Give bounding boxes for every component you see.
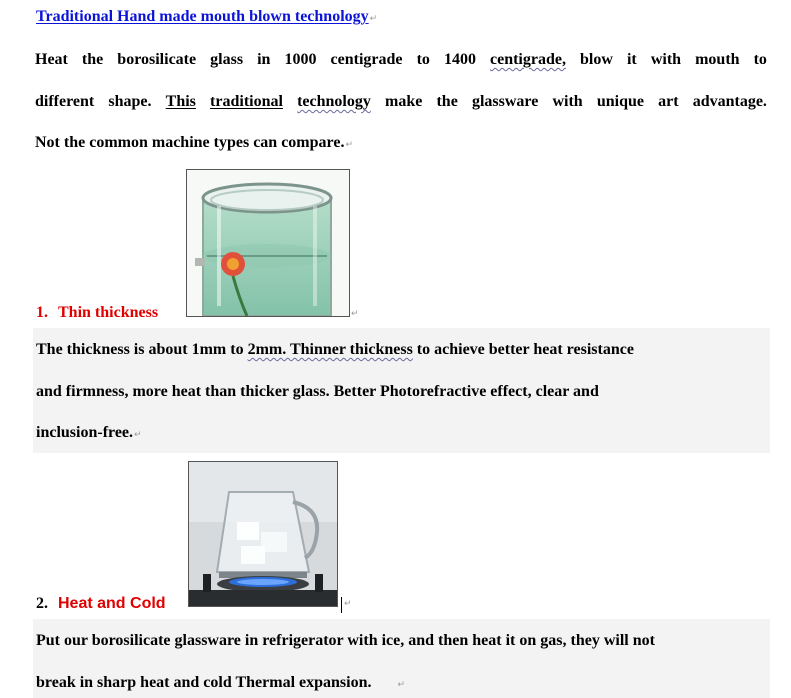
document-heading [36,8,377,26]
intro-word: Heat [35,51,68,68]
intro-line-2 [35,92,767,111]
paragraph-mark-icon: ↵ [134,430,142,440]
text-cursor [341,597,342,613]
intro-word: centigrade, [490,51,566,68]
intro-word: glassware [471,93,539,110]
item-1-body-line-1b: 2mm. Thinner thickness [247,341,413,358]
intro-word: blow [580,51,613,68]
intro-line-3 [35,133,767,155]
glass-cup-illustration [187,170,349,316]
intro-word: the [81,51,104,68]
intro-word: advantage. [692,93,767,110]
paragraph-mark-icon: ↵ [351,309,359,319]
paragraph-mark-icon: ↵ [345,140,353,150]
intro-word: glass [210,51,244,68]
intro-word: make [385,93,423,110]
intro-word: with [650,51,682,68]
item-2-body-line-1 [36,632,655,650]
glass-pot-illustration [189,462,337,606]
item-2-number: 2. [36,595,48,612]
paragraph-mark-icon: ↵ [344,599,352,609]
intro-word: in [257,51,271,68]
item-2-body-line-2 [36,674,405,692]
intro-word: 1000 [284,51,317,68]
intro-word: unique [596,93,644,110]
item-1-number: 1. [36,304,48,321]
item-2-body-line-2-text: break in sharp heat and cold Thermal expansion. [36,674,372,691]
paragraph-mark-icon: ↵ [397,680,406,690]
item-2-body-line-1-text: Put our borosilicate glassware in refrigerator with ice, and then heat it on gas, they will not [36,632,655,649]
item-2-title-text: Heat and Cold [58,595,166,612]
item-2-title [36,595,166,613]
glass-cup-photo [186,169,350,317]
intro-word: shape. [108,93,152,110]
heading-text: Traditional Hand made mouth blown technology [36,8,369,25]
intro-word: mouth [695,51,740,68]
item-1-body-line-1 [36,341,634,359]
intro-word: 1400 [443,51,476,68]
intro-word: art [658,93,679,110]
item-1-body-line-1a: The thickness is about 1mm to [36,341,248,358]
item-1-body-line-1c: to achieve better heat resistance [412,341,634,358]
intro-word: This [165,93,196,110]
item-1-body-line-2-text: and firmness, more heat than thicker glass. Better Photorefractive effect, clear and [36,383,599,400]
item-1-title-text: Thin thickness [58,304,159,321]
intro-line-1 [35,50,767,69]
item-1-body-line-3-text: inclusion-free. [36,424,134,441]
item-1-body-line-3 [36,424,142,442]
intro-word: borosilicate [117,51,197,68]
glass-pot-on-burner-photo [188,461,338,607]
intro-word: centigrade [330,51,403,68]
item-1-body-line-2 [36,383,599,401]
intro-word: with [552,93,583,110]
intro-word: the [436,93,458,110]
intro-line-3-text: Not the common machine types can compare. [35,134,345,151]
intro-word: it [626,51,637,68]
intro-word: technology [297,93,371,110]
intro-word: to [416,51,430,68]
intro-word: traditional [210,93,283,110]
intro-word: different [35,93,95,110]
paragraph-mark-icon: ↵ [369,14,378,24]
intro-word: to [753,51,767,68]
item-1-title [36,304,158,322]
